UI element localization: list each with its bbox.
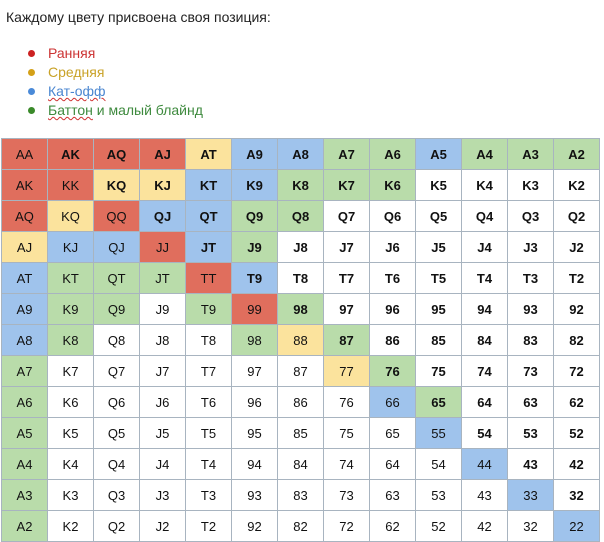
hand-cell: A6 xyxy=(2,387,48,418)
hand-cell: T8 xyxy=(186,325,232,356)
hand-cell: T8 xyxy=(278,263,324,294)
legend-item xyxy=(28,101,203,120)
legend-item xyxy=(28,63,203,82)
grid-body xyxy=(2,139,600,542)
hand-cell: 62 xyxy=(554,387,600,418)
hand-cell: 97 xyxy=(232,356,278,387)
hand-cell: 82 xyxy=(278,511,324,542)
hand-cell: KT xyxy=(186,170,232,201)
hand-cell: 53 xyxy=(508,418,554,449)
hand-cell: K7 xyxy=(324,170,370,201)
hand-cell: J6 xyxy=(370,232,416,263)
hand-cell: QJ xyxy=(94,232,140,263)
hand-cell: 64 xyxy=(370,449,416,480)
hand-cell: J9 xyxy=(232,232,278,263)
grid-row xyxy=(2,418,600,449)
hand-cell: 96 xyxy=(232,387,278,418)
hand-cell: 94 xyxy=(462,294,508,325)
hand-cell: 63 xyxy=(370,480,416,511)
hand-cell: K3 xyxy=(508,170,554,201)
bullet-dot-icon xyxy=(28,107,35,114)
hand-cell: Q9 xyxy=(232,201,278,232)
hand-cell: 55 xyxy=(416,418,462,449)
grid-row xyxy=(2,263,600,294)
hand-cell: Q3 xyxy=(94,480,140,511)
hand-cell: AJ xyxy=(2,232,48,263)
hand-cell: AK xyxy=(48,139,94,170)
grid-row xyxy=(2,294,600,325)
starting-hands-grid xyxy=(1,138,600,542)
hand-cell: T9 xyxy=(232,263,278,294)
hand-cell: Q4 xyxy=(462,201,508,232)
hand-cell: T4 xyxy=(186,449,232,480)
hand-cell: 82 xyxy=(554,325,600,356)
hand-cell: K6 xyxy=(48,387,94,418)
hand-cell: QT xyxy=(94,263,140,294)
hand-cell: 88 xyxy=(278,325,324,356)
hand-cell: J3 xyxy=(140,480,186,511)
hand-cell: J2 xyxy=(140,511,186,542)
hand-cell: TT xyxy=(186,263,232,294)
grid-row xyxy=(2,201,600,232)
hand-cell: A2 xyxy=(554,139,600,170)
hand-cell: J7 xyxy=(140,356,186,387)
hand-cell: 76 xyxy=(324,387,370,418)
grid-row xyxy=(2,356,600,387)
hand-cell: K8 xyxy=(278,170,324,201)
legend-label: Ранняя xyxy=(48,45,96,61)
hand-cell: JT xyxy=(186,232,232,263)
hand-cell: Q8 xyxy=(278,201,324,232)
hand-cell: K4 xyxy=(462,170,508,201)
legend-item xyxy=(28,82,203,101)
hand-cell: J7 xyxy=(324,232,370,263)
hand-cell: AJ xyxy=(140,139,186,170)
hand-cell: K2 xyxy=(48,511,94,542)
hand-cell: T6 xyxy=(370,263,416,294)
hand-cell: A7 xyxy=(324,139,370,170)
hand-cell: 53 xyxy=(416,480,462,511)
hand-cell: 44 xyxy=(462,449,508,480)
hand-cell: 76 xyxy=(370,356,416,387)
hand-cell: 32 xyxy=(554,480,600,511)
hand-cell: 75 xyxy=(324,418,370,449)
hand-cell: K3 xyxy=(48,480,94,511)
intro-text: Каждому цвету присвоена своя позиция: xyxy=(6,9,271,25)
grid-row xyxy=(2,480,600,511)
hand-cell: 83 xyxy=(278,480,324,511)
hand-cell: J5 xyxy=(416,232,462,263)
hand-cell: 96 xyxy=(370,294,416,325)
hand-cell: A3 xyxy=(2,480,48,511)
hand-cell: 72 xyxy=(324,511,370,542)
hand-cell: T5 xyxy=(416,263,462,294)
hand-cell: AT xyxy=(2,263,48,294)
hand-grid-container xyxy=(1,138,600,542)
hand-cell: 98 xyxy=(278,294,324,325)
hand-cell: 77 xyxy=(324,356,370,387)
hand-cell: J8 xyxy=(278,232,324,263)
legend-item xyxy=(28,44,203,63)
hand-cell: 85 xyxy=(278,418,324,449)
hand-cell: A9 xyxy=(2,294,48,325)
hand-cell: KT xyxy=(48,263,94,294)
hand-cell: 43 xyxy=(462,480,508,511)
hand-cell: 63 xyxy=(508,387,554,418)
hand-cell: AA xyxy=(2,139,48,170)
hand-cell: Q7 xyxy=(324,201,370,232)
hand-cell: T3 xyxy=(186,480,232,511)
hand-cell: 33 xyxy=(508,480,554,511)
hand-cell: A5 xyxy=(2,418,48,449)
hand-cell: Q5 xyxy=(416,201,462,232)
hand-cell: KQ xyxy=(94,170,140,201)
position-legend xyxy=(28,44,203,120)
hand-cell: AQ xyxy=(94,139,140,170)
hand-cell: A6 xyxy=(370,139,416,170)
hand-cell: K9 xyxy=(232,170,278,201)
hand-cell: K5 xyxy=(416,170,462,201)
hand-cell: KJ xyxy=(48,232,94,263)
hand-cell: Q7 xyxy=(94,356,140,387)
hand-cell: Q3 xyxy=(508,201,554,232)
hand-cell: T9 xyxy=(186,294,232,325)
hand-cell: 52 xyxy=(416,511,462,542)
hand-cell: AK xyxy=(2,170,48,201)
hand-cell: Q2 xyxy=(94,511,140,542)
hand-cell: T4 xyxy=(462,263,508,294)
hand-cell: QJ xyxy=(140,201,186,232)
hand-cell: 73 xyxy=(324,480,370,511)
hand-cell: 43 xyxy=(508,449,554,480)
hand-cell: 83 xyxy=(508,325,554,356)
hand-cell: 97 xyxy=(324,294,370,325)
bullet-dot-icon xyxy=(28,69,35,76)
hand-cell: 92 xyxy=(554,294,600,325)
hand-cell: A9 xyxy=(232,139,278,170)
hand-cell: J2 xyxy=(554,232,600,263)
hand-cell: 87 xyxy=(278,356,324,387)
hand-cell: KK xyxy=(48,170,94,201)
hand-cell: T2 xyxy=(554,263,600,294)
hand-cell: 99 xyxy=(232,294,278,325)
hand-cell: 95 xyxy=(416,294,462,325)
hand-cell: 75 xyxy=(416,356,462,387)
hand-cell: 65 xyxy=(370,418,416,449)
hand-cell: AT xyxy=(186,139,232,170)
hand-cell: QQ xyxy=(94,201,140,232)
hand-cell: 42 xyxy=(462,511,508,542)
hand-cell: K2 xyxy=(554,170,600,201)
bullet-dot-icon xyxy=(28,88,35,95)
hand-cell: T6 xyxy=(186,387,232,418)
hand-cell: T7 xyxy=(324,263,370,294)
hand-cell: QT xyxy=(186,201,232,232)
hand-cell: 66 xyxy=(370,387,416,418)
hand-cell: K5 xyxy=(48,418,94,449)
hand-cell: 84 xyxy=(462,325,508,356)
hand-cell: JT xyxy=(140,263,186,294)
grid-row xyxy=(2,139,600,170)
hand-cell: KQ xyxy=(48,201,94,232)
hand-cell: A8 xyxy=(2,325,48,356)
hand-cell: J9 xyxy=(140,294,186,325)
grid-row xyxy=(2,170,600,201)
hand-cell: 86 xyxy=(370,325,416,356)
hand-cell: 94 xyxy=(232,449,278,480)
grid-row xyxy=(2,232,600,263)
hand-cell: A7 xyxy=(2,356,48,387)
hand-cell: A8 xyxy=(278,139,324,170)
hand-cell: A3 xyxy=(508,139,554,170)
hand-cell: 73 xyxy=(508,356,554,387)
hand-cell: Q6 xyxy=(94,387,140,418)
legend-label: Кат-офф xyxy=(48,83,106,99)
grid-row xyxy=(2,511,600,542)
hand-cell: 95 xyxy=(232,418,278,449)
grid-row xyxy=(2,387,600,418)
hand-cell: 84 xyxy=(278,449,324,480)
hand-cell: Q2 xyxy=(554,201,600,232)
legend-label: Баттон и малый блайнд xyxy=(48,102,203,118)
hand-cell: A4 xyxy=(2,449,48,480)
hand-cell: T5 xyxy=(186,418,232,449)
hand-cell: 54 xyxy=(462,418,508,449)
hand-cell: K8 xyxy=(48,325,94,356)
hand-cell: T2 xyxy=(186,511,232,542)
hand-cell: 98 xyxy=(232,325,278,356)
bullet-dot-icon xyxy=(28,50,35,57)
hand-cell: 85 xyxy=(416,325,462,356)
hand-cell: 32 xyxy=(508,511,554,542)
hand-cell: A5 xyxy=(416,139,462,170)
hand-cell: 72 xyxy=(554,356,600,387)
hand-cell: 52 xyxy=(554,418,600,449)
hand-cell: J4 xyxy=(462,232,508,263)
legend-label: Средняя xyxy=(48,64,105,80)
hand-cell: 42 xyxy=(554,449,600,480)
hand-cell: Q9 xyxy=(94,294,140,325)
hand-cell: 87 xyxy=(324,325,370,356)
hand-cell: 86 xyxy=(278,387,324,418)
hand-cell: A4 xyxy=(462,139,508,170)
hand-cell: 74 xyxy=(462,356,508,387)
hand-cell: J4 xyxy=(140,449,186,480)
hand-cell: AQ xyxy=(2,201,48,232)
hand-cell: 64 xyxy=(462,387,508,418)
hand-cell: Q4 xyxy=(94,449,140,480)
hand-cell: 54 xyxy=(416,449,462,480)
hand-cell: 65 xyxy=(416,387,462,418)
hand-cell: A2 xyxy=(2,511,48,542)
hand-cell: K4 xyxy=(48,449,94,480)
hand-cell: T7 xyxy=(186,356,232,387)
hand-cell: Q5 xyxy=(94,418,140,449)
hand-cell: T3 xyxy=(508,263,554,294)
hand-cell: K9 xyxy=(48,294,94,325)
grid-row xyxy=(2,325,600,356)
hand-cell: 22 xyxy=(554,511,600,542)
hand-cell: K6 xyxy=(370,170,416,201)
hand-cell: KJ xyxy=(140,170,186,201)
hand-cell: J3 xyxy=(508,232,554,263)
hand-cell: Q8 xyxy=(94,325,140,356)
hand-cell: J5 xyxy=(140,418,186,449)
hand-cell: J6 xyxy=(140,387,186,418)
hand-cell: 74 xyxy=(324,449,370,480)
hand-cell: 62 xyxy=(370,511,416,542)
hand-cell: K7 xyxy=(48,356,94,387)
hand-cell: 93 xyxy=(508,294,554,325)
hand-cell: Q6 xyxy=(370,201,416,232)
hand-cell: JJ xyxy=(140,232,186,263)
hand-cell: 92 xyxy=(232,511,278,542)
grid-row xyxy=(2,449,600,480)
hand-cell: 93 xyxy=(232,480,278,511)
hand-cell: J8 xyxy=(140,325,186,356)
